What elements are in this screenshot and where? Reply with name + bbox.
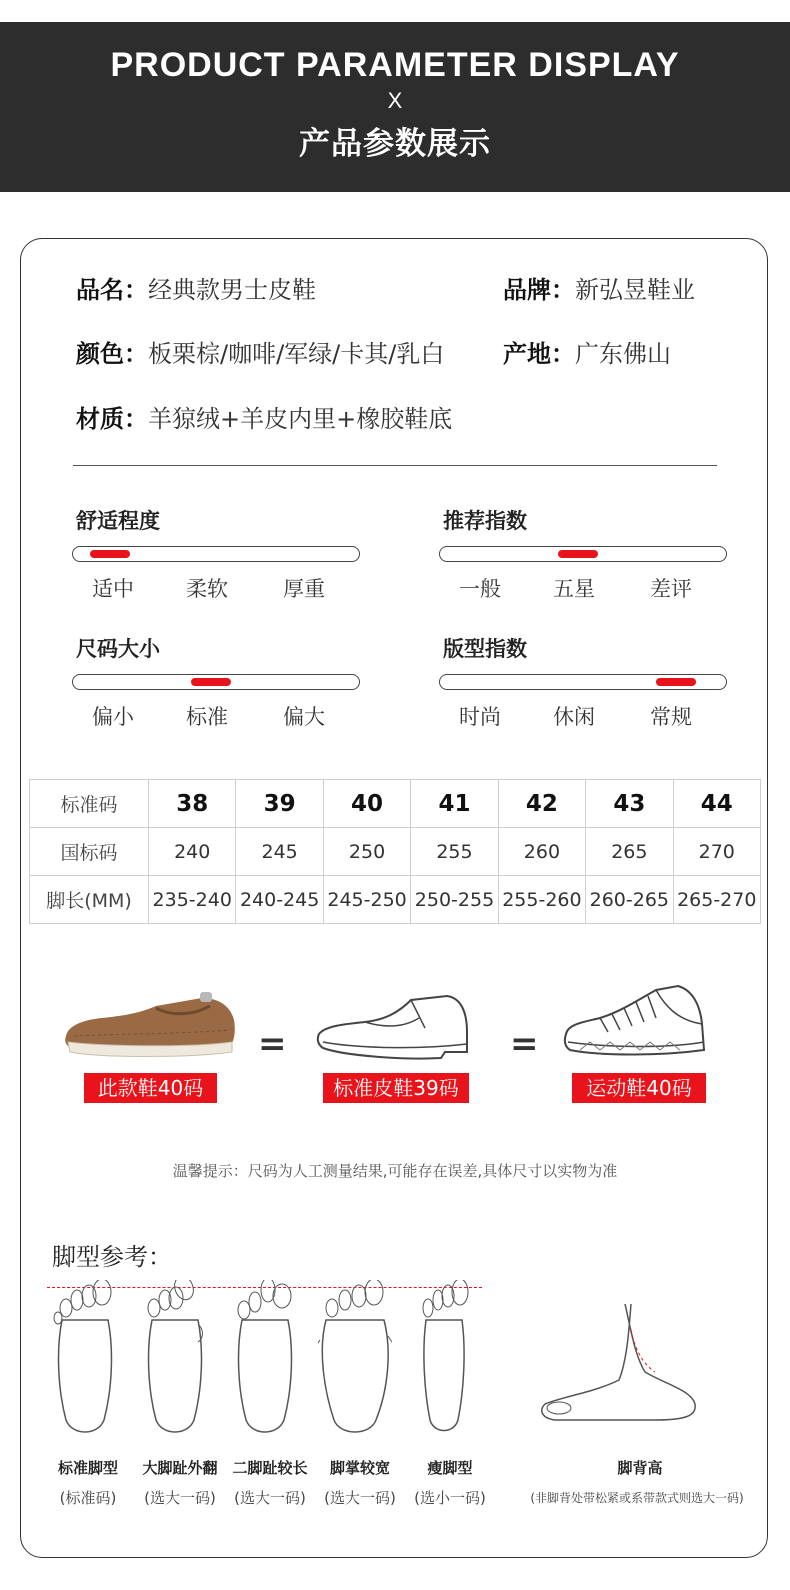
- info-label: 颜色：: [76, 340, 148, 368]
- this-shoe-image: [60, 990, 240, 1070]
- header-title-cn: 产品参数展示: [299, 126, 491, 162]
- rating-indicator: [558, 550, 598, 558]
- rating-label: 偏大: [283, 705, 325, 729]
- info-value: 板栗棕/咖啡/军绿/卡其/乳白: [148, 340, 445, 368]
- tag-this-shoe: 此款鞋40码: [84, 1073, 217, 1103]
- rating-label: 柔软: [186, 577, 228, 601]
- foot-type-note: (选大一码): [144, 1489, 216, 1507]
- table-cell: 270: [673, 828, 760, 876]
- foot-type-name: 脚掌较宽: [329, 1459, 390, 1477]
- info-label: 品名：: [76, 276, 148, 304]
- foot-standard-icon: [50, 1280, 120, 1440]
- info-product-name: [76, 275, 316, 305]
- rating-track: [439, 674, 727, 690]
- info-value: 羊猄绒+羊皮内里+橡胶鞋底: [148, 405, 453, 433]
- info-label: 品牌：: [503, 276, 575, 304]
- table-cell: 260-265: [586, 876, 673, 924]
- table-cell: 260: [498, 828, 585, 876]
- info-material: [76, 404, 452, 434]
- row-header: 脚长(MM): [30, 876, 149, 924]
- foot-type-name: 脚背高: [617, 1459, 663, 1477]
- table-cell: 265: [586, 828, 673, 876]
- foot-ref-title: 脚型参考：: [52, 1243, 172, 1271]
- rating-label: 差评: [650, 577, 692, 601]
- rating-label: 适中: [92, 577, 134, 601]
- rating-title: 推荐指数: [443, 509, 527, 533]
- info-value: 经典款男士皮鞋: [148, 276, 316, 304]
- table-cell: 240-245: [236, 876, 323, 924]
- table-cell: 44: [673, 780, 760, 828]
- table-row: [30, 828, 761, 876]
- equals-sign: =: [510, 1024, 539, 1064]
- rating-title: 版型指数: [443, 637, 527, 661]
- rating-indicator: [656, 678, 696, 686]
- table-cell: 42: [498, 780, 585, 828]
- rating-indicator: [90, 550, 130, 558]
- foot-type-note: (标准码): [59, 1489, 117, 1507]
- tag-dress-shoe: 标准皮鞋39码: [323, 1073, 469, 1103]
- rating-label: 标准: [186, 705, 228, 729]
- foot-type-note: (选大一码): [234, 1489, 306, 1507]
- table-cell: 265-270: [673, 876, 760, 924]
- table-cell: 43: [586, 780, 673, 828]
- info-origin: [503, 339, 671, 369]
- foot-slim-icon: [412, 1280, 476, 1440]
- table-row: [30, 780, 761, 828]
- foot-high-instep-icon: [535, 1300, 715, 1430]
- foot-type-name: 标准脚型: [57, 1459, 118, 1477]
- table-cell: 255-260: [498, 876, 585, 924]
- sizing-tip: 温馨提示：尺码为人工测量结果,可能存在误差,具体尺寸以实物为准: [172, 1162, 618, 1180]
- header-separator: X: [387, 88, 403, 113]
- info-brand: [503, 275, 695, 305]
- rating-track: [439, 546, 727, 562]
- info-value: 广东佛山: [575, 340, 671, 368]
- table-cell: 245: [236, 828, 323, 876]
- rating-track: [72, 546, 360, 562]
- rating-label: 厚重: [283, 577, 325, 601]
- info-color: [76, 339, 444, 369]
- foot-type-note: (选大一码): [324, 1489, 396, 1507]
- rating-label: 一般: [459, 577, 501, 601]
- info-value: 新弘昱鞋业: [575, 276, 695, 304]
- rating-title: 舒适程度: [76, 509, 160, 533]
- table-row: [30, 876, 761, 924]
- table-cell: 235-240: [149, 876, 236, 924]
- table-cell: 245-250: [323, 876, 410, 924]
- header-banner: [0, 22, 790, 192]
- foot-bunion-icon: [140, 1280, 210, 1440]
- rating-indicator: [191, 678, 231, 686]
- foot-type-name: 瘦脚型: [427, 1459, 473, 1477]
- table-cell: 250-255: [411, 876, 498, 924]
- foot-type-name: 大脚趾外翻: [142, 1459, 218, 1477]
- info-label: 产地：: [503, 340, 575, 368]
- row-header: 标准码: [30, 780, 149, 828]
- row-header: 国标码: [30, 828, 149, 876]
- rating-label: 偏小: [92, 705, 134, 729]
- rating-track: [72, 674, 360, 690]
- foot-type-note: (选小一码): [414, 1489, 486, 1507]
- tag-sport-shoe: 运动鞋40码: [572, 1073, 706, 1103]
- rating-label: 常规: [650, 705, 692, 729]
- table-cell: 255: [411, 828, 498, 876]
- divider: [73, 465, 717, 466]
- header-title-en: PRODUCT PARAMETER DISPLAY: [110, 46, 680, 84]
- info-label: 材质：: [76, 405, 148, 433]
- table-cell: 41: [411, 780, 498, 828]
- foot-long-second-toe-icon: [230, 1280, 300, 1440]
- rating-label: 五星: [553, 577, 595, 601]
- dress-shoe-image: [315, 992, 475, 1072]
- sport-shoe-image: [560, 984, 710, 1074]
- table-cell: 38: [149, 780, 236, 828]
- table-cell: 250: [323, 828, 410, 876]
- size-table: [29, 779, 761, 924]
- foot-wide-icon: [318, 1280, 392, 1440]
- equals-sign: =: [258, 1024, 287, 1064]
- foot-type-name: 二脚趾较长: [232, 1459, 308, 1477]
- rating-title: 尺码大小: [76, 637, 160, 661]
- table-cell: 240: [149, 828, 236, 876]
- table-cell: 39: [236, 780, 323, 828]
- rating-label: 休闲: [553, 705, 595, 729]
- rating-label: 时尚: [459, 705, 501, 729]
- foot-type-note: (非脚背处带松紧或系带款式则选大一码): [530, 1491, 744, 1505]
- table-cell: 40: [323, 780, 410, 828]
